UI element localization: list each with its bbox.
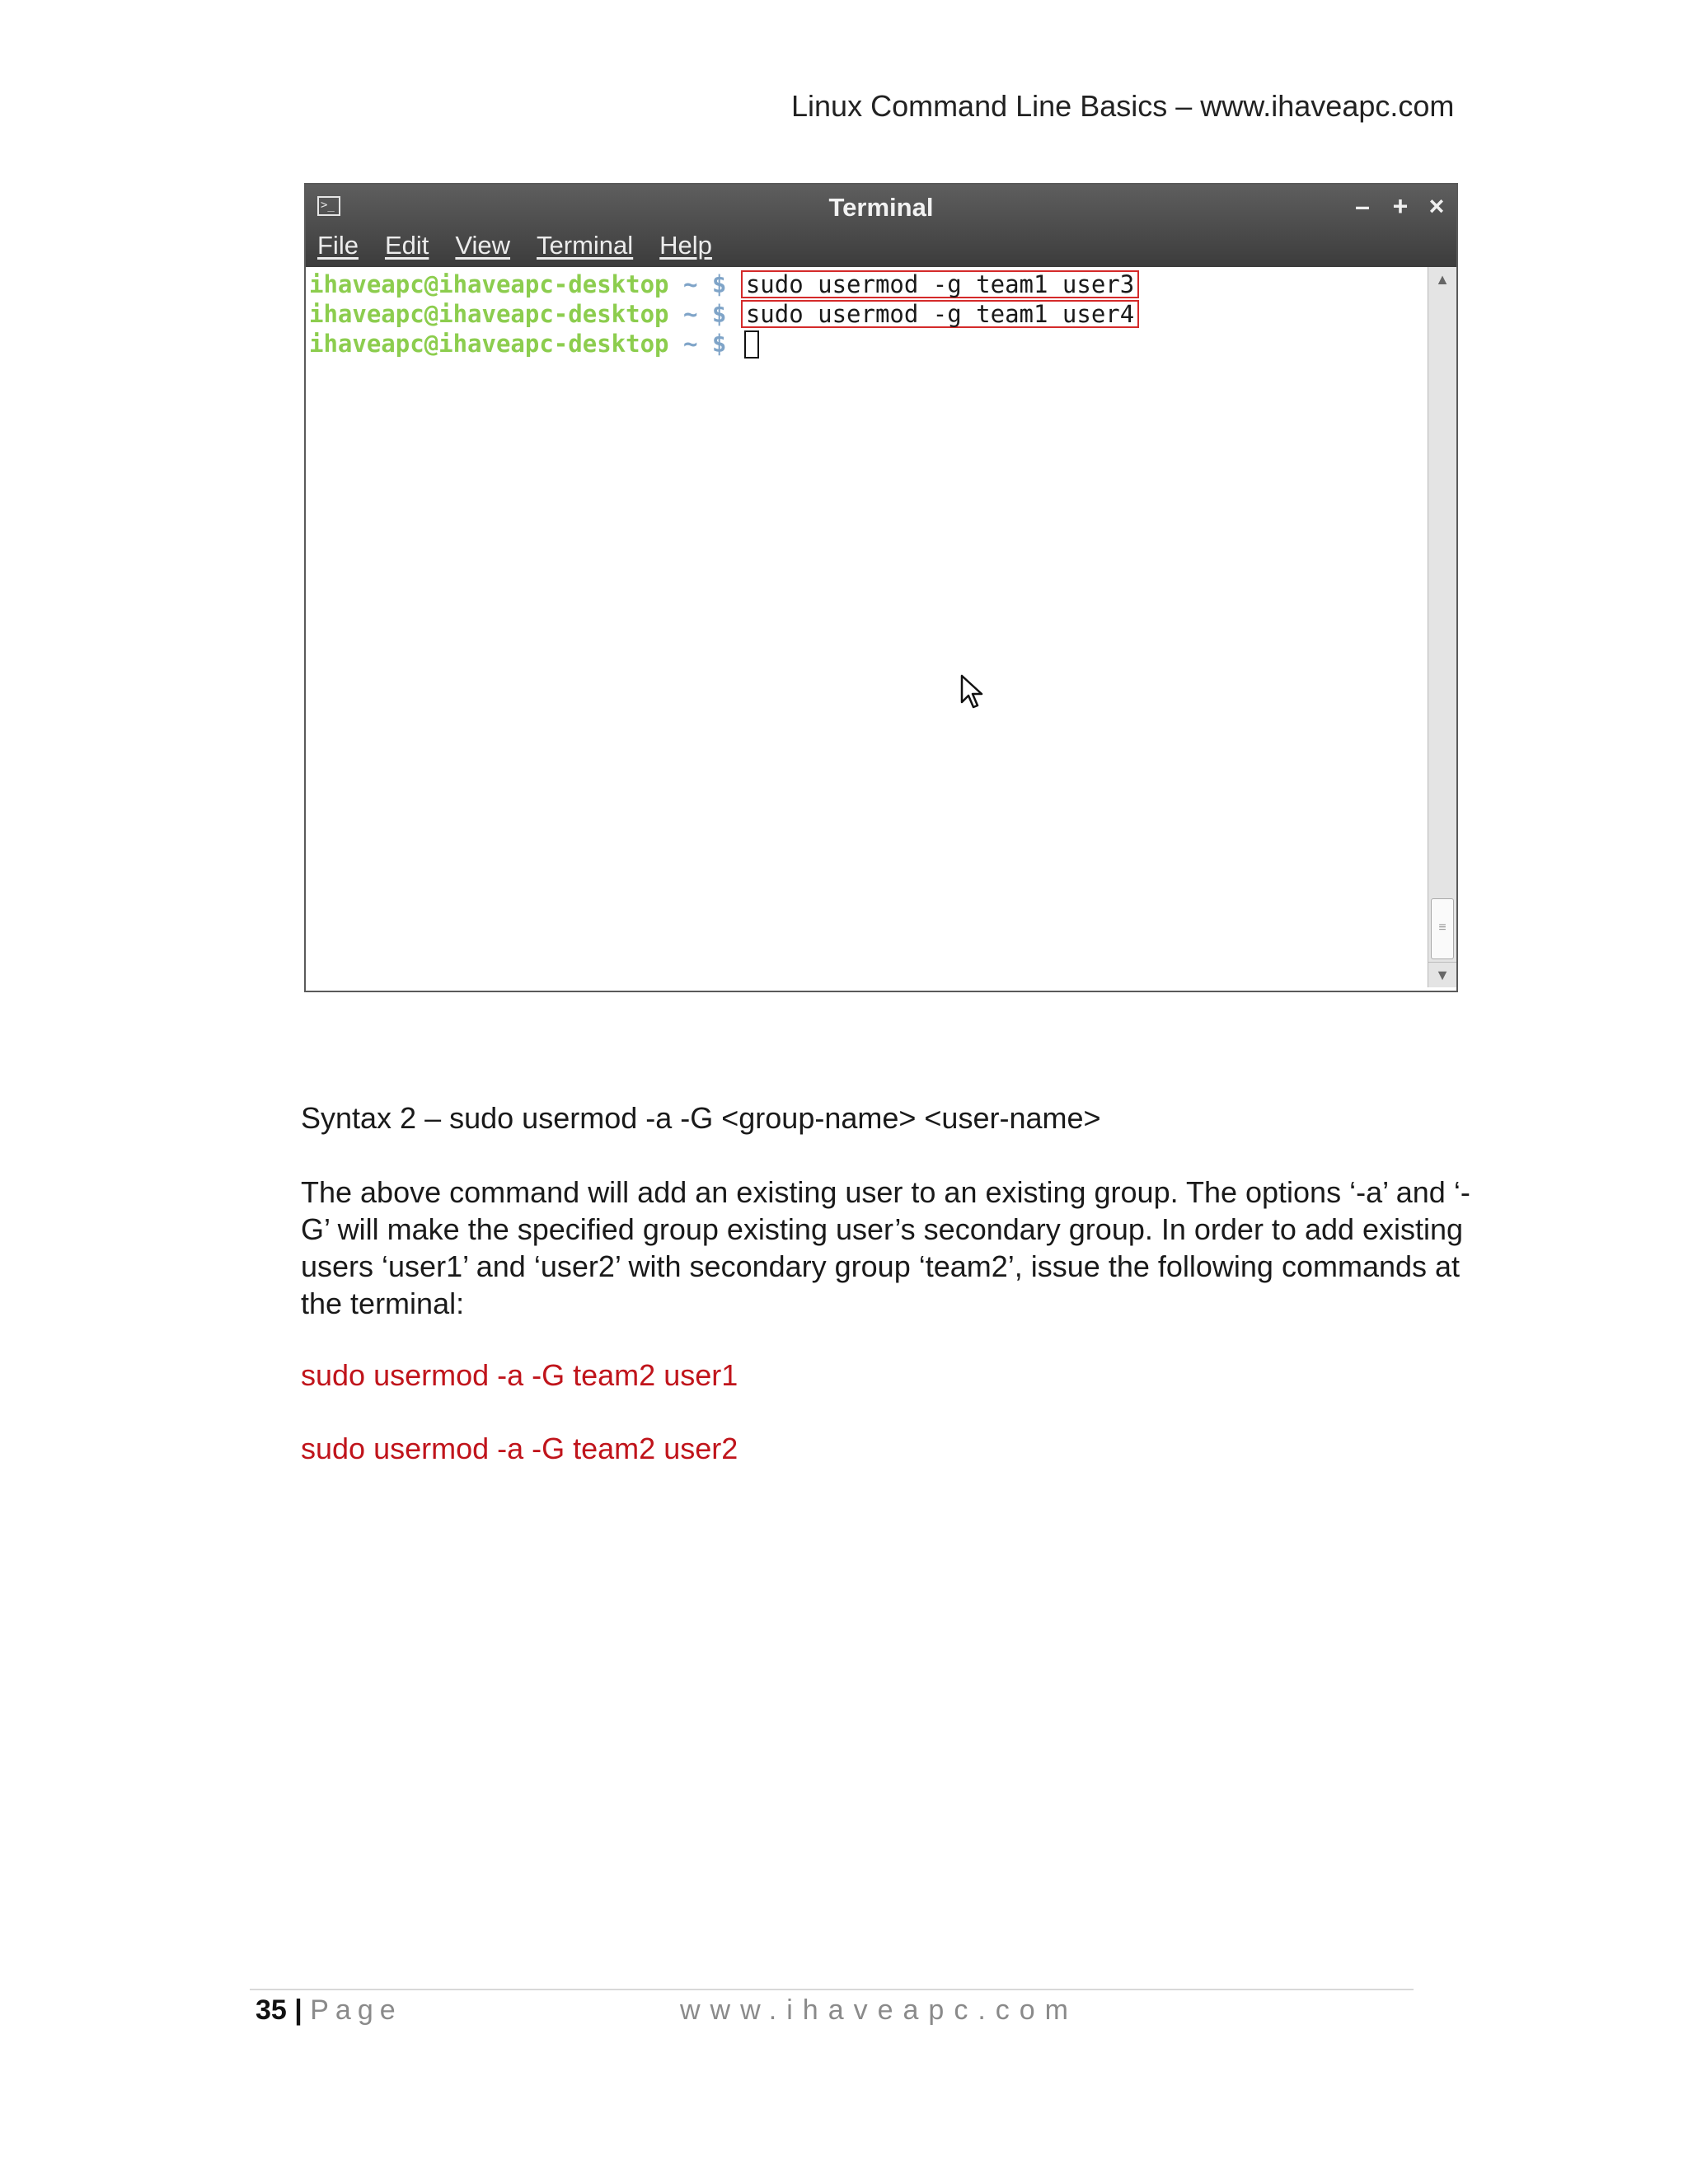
menu-terminal[interactable]: Terminal: [537, 231, 634, 260]
footer-url: www.ihaveapc.com: [680, 1994, 1079, 2026]
vertical-scrollbar[interactable]: [1428, 267, 1456, 987]
terminal-app-icon[interactable]: >_: [317, 196, 340, 216]
menu-bar: [317, 231, 738, 260]
menu-file[interactable]: File: [317, 231, 359, 260]
terminal-prompt: ihaveapc@ihaveapc-desktop: [309, 300, 669, 328]
terminal-prompt: ihaveapc@ihaveapc-desktop: [309, 330, 669, 358]
terminal-titlebar[interactable]: [306, 185, 1456, 267]
prompt-separator: ~ $: [668, 270, 741, 298]
footer-separator: |: [294, 1994, 302, 2026]
prompt-separator: ~ $: [668, 300, 741, 328]
minimize-button[interactable]: –: [1355, 191, 1370, 221]
menu-view[interactable]: View: [455, 231, 511, 260]
footer-divider: [250, 1989, 1414, 1990]
terminal-window: [304, 183, 1458, 992]
page-number: 35: [256, 1994, 287, 2026]
scroll-down-icon[interactable]: ▼: [1428, 962, 1456, 987]
page-header: Linux Command Line Basics – www.ihaveapc.com: [791, 89, 1455, 123]
syntax-line: Syntax 2 – sudo usermod -a -G <group-name> <user-name>: [301, 1101, 1101, 1135]
terminal-line: [309, 270, 1139, 298]
maximize-button[interactable]: +: [1392, 191, 1409, 221]
menu-edit[interactable]: Edit: [384, 231, 429, 260]
terminal-line: [309, 300, 1139, 328]
terminal-line: [309, 330, 759, 358]
menu-help[interactable]: Help: [659, 231, 712, 260]
scroll-thumb[interactable]: ≡: [1431, 898, 1454, 959]
close-button[interactable]: ×: [1428, 191, 1445, 221]
example-command: sudo usermod -a -G team2 user1: [301, 1358, 738, 1392]
highlighted-command: sudo usermod -g team1 user3: [741, 270, 1139, 298]
page-word: Page: [310, 1994, 402, 2026]
highlighted-command: sudo usermod -g team1 user4: [741, 300, 1139, 328]
prompt-separator: ~ $: [668, 330, 741, 358]
mouse-pointer-icon: [960, 674, 985, 710]
window-title: Terminal: [828, 193, 934, 222]
terminal-prompt: ihaveapc@ihaveapc-desktop: [309, 270, 669, 298]
terminal-content[interactable]: [306, 267, 1427, 987]
description-paragraph: The above command will add an existing user to an existing group. The options ‘-a’ and ‘-G’ will make the specified group existing user’s secondary group. In order to add existing users ‘user1’ and ‘user2’ with secondary group ‘team2’, issue the following commands at the terminal:: [301, 1175, 1470, 1320]
example-command: sudo usermod -a -G team2 user2: [301, 1432, 738, 1465]
text-cursor: [744, 330, 759, 359]
scroll-up-icon[interactable]: ▲: [1435, 271, 1450, 288]
footer-page-label: [256, 1994, 402, 2027]
